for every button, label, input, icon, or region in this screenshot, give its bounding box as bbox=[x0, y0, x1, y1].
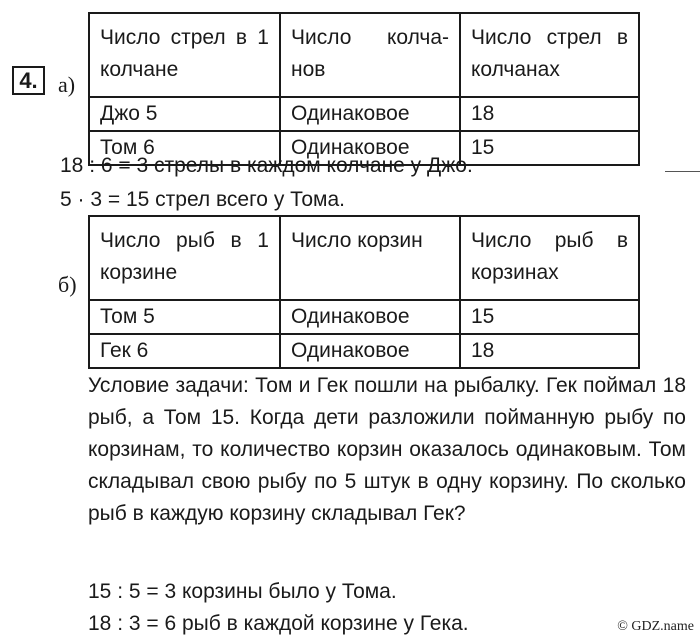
table-cell: Одинаковое bbox=[280, 300, 460, 334]
table-b bbox=[88, 215, 640, 369]
table-cell: 15 bbox=[460, 300, 639, 334]
table-cell: Одинаковое bbox=[280, 334, 460, 368]
calc-b-1: 15 : 5 = 3 корзины было у Тома. bbox=[88, 580, 397, 603]
table-b-header-fish-per-basket: Число рыб в 1 корзине bbox=[89, 216, 280, 300]
table-b-header-fish-total: Число рыб в корзинах bbox=[460, 216, 639, 300]
table-a-header-arrows-total: Число стрел в колчанах bbox=[460, 13, 639, 97]
table-a-header-quiver-count: Число колча-нов bbox=[280, 13, 460, 97]
divider bbox=[665, 171, 700, 172]
table-a-header-arrows-per-quiver: Число стрел в 1 колчане bbox=[89, 13, 280, 97]
table-cell: Гек 6 bbox=[89, 334, 280, 368]
problem-number: 4. bbox=[12, 66, 45, 95]
calc-a-2: 5 · 3 = 15 стрел всего у Тома. bbox=[60, 188, 345, 211]
table-row bbox=[89, 300, 639, 334]
table-row bbox=[89, 334, 639, 368]
table-b-header-row bbox=[89, 216, 639, 300]
part-a-label: а) bbox=[58, 72, 76, 97]
table-cell: 18 bbox=[460, 97, 639, 131]
problem-condition: Условие задачи: Том и Гек пошли на рыбалку. Гек поймал 18 рыб, а Том 15. Когда дети разложили пойманную рыбу по корзинам, то количество корзин оказалось одинаковым. Том складывал свою рыбу по 5 штук в одну корзину. По сколько рыб в каждую корзину складывал Гек? bbox=[88, 374, 686, 525]
table-cell: 15 bbox=[460, 131, 639, 165]
table-cell: Том 5 bbox=[89, 300, 280, 334]
watermark: © GDZ.name bbox=[617, 619, 694, 634]
table-a bbox=[88, 12, 640, 166]
table-cell: 18 bbox=[460, 334, 639, 368]
table-cell: Джо 5 bbox=[89, 97, 280, 131]
table-cell: Том 6 bbox=[89, 131, 280, 165]
table-cell: Одинаковое bbox=[280, 131, 460, 165]
table-row bbox=[89, 97, 639, 131]
part-b-label: б) bbox=[58, 272, 77, 297]
table-cell: Одинаковое bbox=[280, 97, 460, 131]
table-a-header-row bbox=[89, 13, 639, 97]
table-b-header-basket-count: Число корзин bbox=[280, 216, 460, 300]
calc-a-1: 18 : 6 = 3 стрелы в каждом колчане у Джо. bbox=[60, 154, 473, 177]
calc-b-2: 18 : 3 = 6 рыб в каждой корзине у Гека. bbox=[88, 612, 469, 635]
